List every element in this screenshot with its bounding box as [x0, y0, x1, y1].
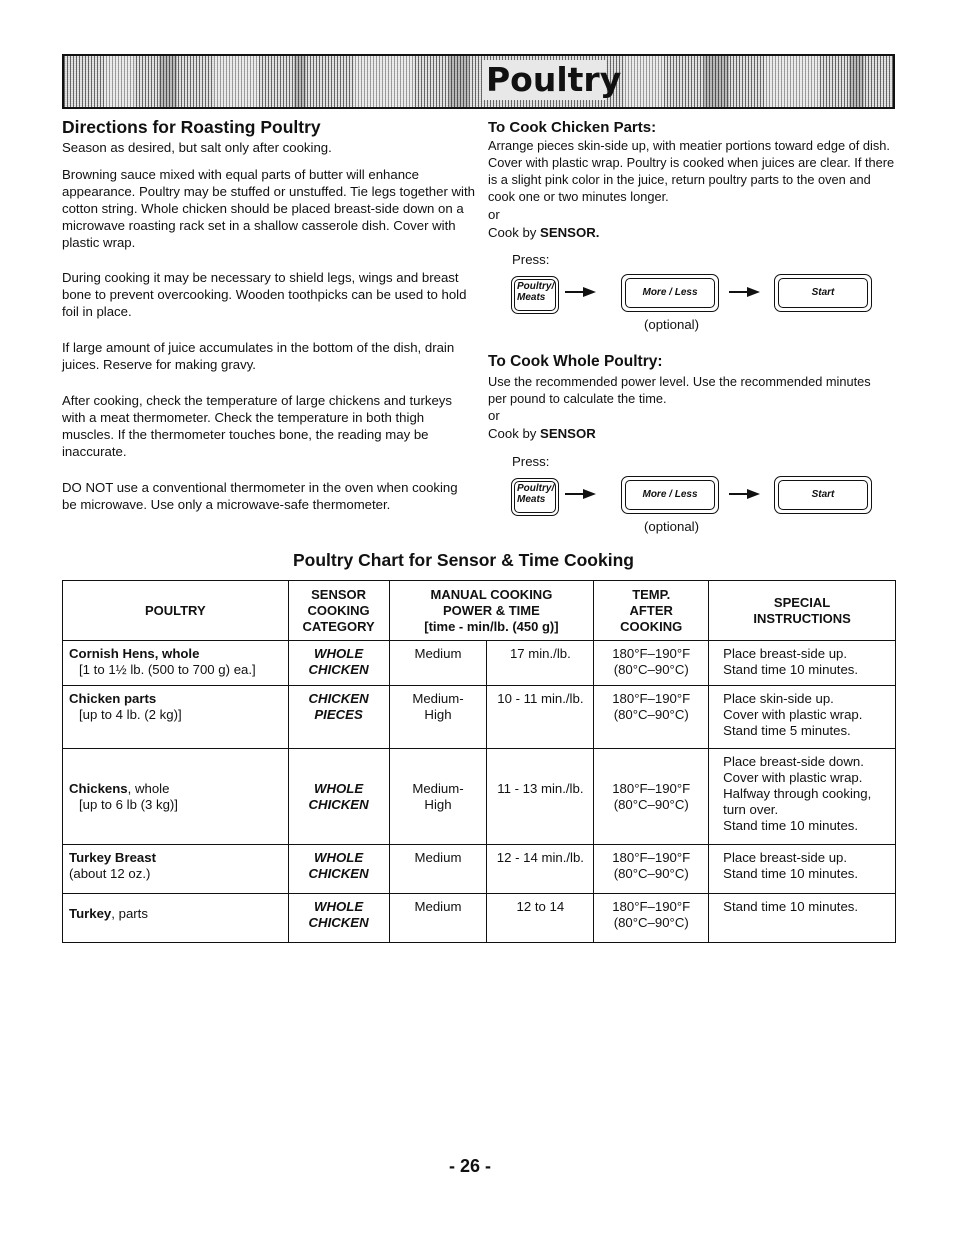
header-temp: TEMP. AFTER COOKING	[594, 581, 709, 641]
arrow-right-icon	[563, 487, 597, 501]
table-row	[63, 845, 896, 894]
whole-poultry-optional: (optional)	[644, 519, 699, 534]
roasting-paragraph-3: During cooking it may be necessary to shield legs, wings and breast bone to prevent overcooking. Wooden toothpicks can be used to hold foil in place.	[62, 270, 467, 319]
notes-cell: Place breast-side up. Stand time 10 minutes.	[709, 641, 896, 686]
power-cell: Medium	[389, 641, 487, 686]
poultry-cell: Cornish Hens, whole [1 to 1½ lb. (500 to 700 g) ea.]	[63, 641, 289, 686]
whole-poultry-press: Press:	[512, 454, 550, 469]
notes-cell: Place skin-side up. Cover with plastic wrap. Stand time 5 minutes.	[709, 686, 896, 749]
roasting-paragraph-5: After cooking, check the temperature of large chickens and turkeys with a meat thermometer. Check the temperature in both thigh muscles. If the thermometer touches bone, the reading may be inaccurate.	[62, 393, 452, 459]
chicken-parts-sensor-line: Cook by SENSOR.	[488, 225, 600, 240]
time-cell: 11 - 13 min./lb.	[487, 749, 594, 845]
time-cell: 12 - 14 min./lb.	[487, 845, 594, 894]
poultry-cell: Chickens, whole [up to 6 lb (3 kg)]	[63, 749, 289, 845]
whole-poultry-heading: To Cook Whole Poultry:	[488, 353, 663, 370]
table-row	[63, 749, 896, 845]
chicken-parts-text: Arrange pieces skin-side up, with meatier portions toward edge of dish. Cover with plastic wrap. Poultry is cooked when juices are clear. If there is a slight pink color in the juice, return poultry parts to the oven and cook one or two minutes longer.	[488, 138, 895, 204]
page-title: Poultry	[482, 60, 606, 100]
page-number: - 26 -	[449, 1156, 492, 1176]
chicken-parts-key-sequence	[511, 274, 881, 318]
notes-cell: Place breast-side up. Stand time 10 minutes.	[709, 845, 896, 894]
more-less-key: More / Less	[621, 476, 719, 514]
temp-cell: 180°F–190°F (80°C–90°C)	[594, 686, 709, 749]
temp-cell: 180°F–190°F (80°C–90°C)	[594, 894, 709, 943]
poultry-meats-key: Poultry/ Meats	[511, 478, 559, 516]
whole-poultry-text: Use the recommended power level. Use the recommended minutes per pound to calculate the time.	[488, 374, 871, 406]
header-special-instructions: SPECIAL INSTRUCTIONS	[709, 581, 896, 641]
start-key: Start	[774, 476, 872, 514]
notes-cell: Stand time 10 minutes.	[709, 894, 896, 943]
arrow-right-icon	[727, 487, 761, 501]
power-cell: Medium	[389, 845, 487, 894]
power-cell: Medium- High	[389, 749, 487, 845]
title-banner	[62, 54, 895, 109]
chart-title: Poultry Chart for Sensor & Time Cooking	[293, 550, 634, 570]
temp-cell: 180°F–190°F (80°C–90°C)	[594, 641, 709, 686]
arrow-right-icon	[563, 285, 597, 299]
category-cell: CHICKEN PIECES	[288, 686, 389, 749]
time-cell: 17 min./lb.	[487, 641, 594, 686]
category-cell: WHOLE CHICKEN	[288, 894, 389, 943]
temp-cell: 180°F–190°F (80°C–90°C)	[594, 749, 709, 845]
category-cell: WHOLE CHICKEN	[288, 749, 389, 845]
roasting-paragraph-2: Browning sauce mixed with equal parts of butter will enhance appearance. Poultry may be stuffed or unstuffed. Tie legs together with cotton string. Whole chicken should be placed breast-side down on a microwave roasting rack set in a shallow casserole dish. Cover with plastic wrap.	[62, 167, 475, 250]
poultry-cell: Chicken parts [up to 4 lb. (2 kg)]	[63, 686, 289, 749]
roasting-paragraph-4: If large amount of juice accumulates in the bottom of the dish, drain juices. Reserve for making gravy.	[62, 340, 455, 372]
header-poultry: POULTRY	[63, 581, 289, 641]
arrow-right-icon	[727, 285, 761, 299]
header-manual-cooking: MANUAL COOKING POWER & TIME [time - min/lb. (450 g)]	[389, 581, 594, 641]
notes-cell: Place breast-side down. Cover with plastic wrap. Halfway through cooking, turn over. Stand time 10 minutes.	[709, 749, 896, 845]
roasting-heading: Directions for Roasting Poultry	[62, 117, 321, 137]
time-cell: 12 to 14	[487, 894, 594, 943]
header-sensor-category: SENSOR COOKING CATEGORY	[288, 581, 389, 641]
chicken-parts-press: Press:	[512, 252, 550, 267]
temp-cell: 180°F–190°F (80°C–90°C)	[594, 845, 709, 894]
poultry-chart-table	[62, 580, 896, 943]
whole-poultry-key-sequence	[511, 476, 881, 520]
chicken-parts-or: or	[488, 207, 500, 222]
poultry-cell: Turkey Breast (about 12 oz.)	[63, 845, 289, 894]
power-cell: Medium- High	[389, 686, 487, 749]
table-row	[63, 686, 896, 749]
chicken-parts-optional: (optional)	[644, 317, 699, 332]
table-header-row	[63, 581, 896, 641]
roasting-paragraph-1: Season as desired, but salt only after cooking.	[62, 140, 332, 155]
power-cell: Medium	[389, 894, 487, 943]
whole-poultry-or: or	[488, 408, 500, 423]
poultry-cell: Turkey, parts	[63, 894, 289, 943]
start-key: Start	[774, 274, 872, 312]
poultry-meats-key: Poultry/ Meats	[511, 276, 559, 314]
table-row	[63, 894, 896, 943]
category-cell: WHOLE CHICKEN	[288, 641, 389, 686]
more-less-key: More / Less	[621, 274, 719, 312]
chicken-parts-heading: To Cook Chicken Parts:	[488, 119, 657, 136]
whole-poultry-sensor-line: Cook by SENSOR	[488, 426, 596, 441]
category-cell: WHOLE CHICKEN	[288, 845, 389, 894]
table-row	[63, 641, 896, 686]
roasting-paragraph-6: DO NOT use a conventional thermometer in the oven when cooking be microwave. Use only a microwave-safe thermometer.	[62, 480, 458, 512]
time-cell: 10 - 11 min./lb.	[487, 686, 594, 749]
